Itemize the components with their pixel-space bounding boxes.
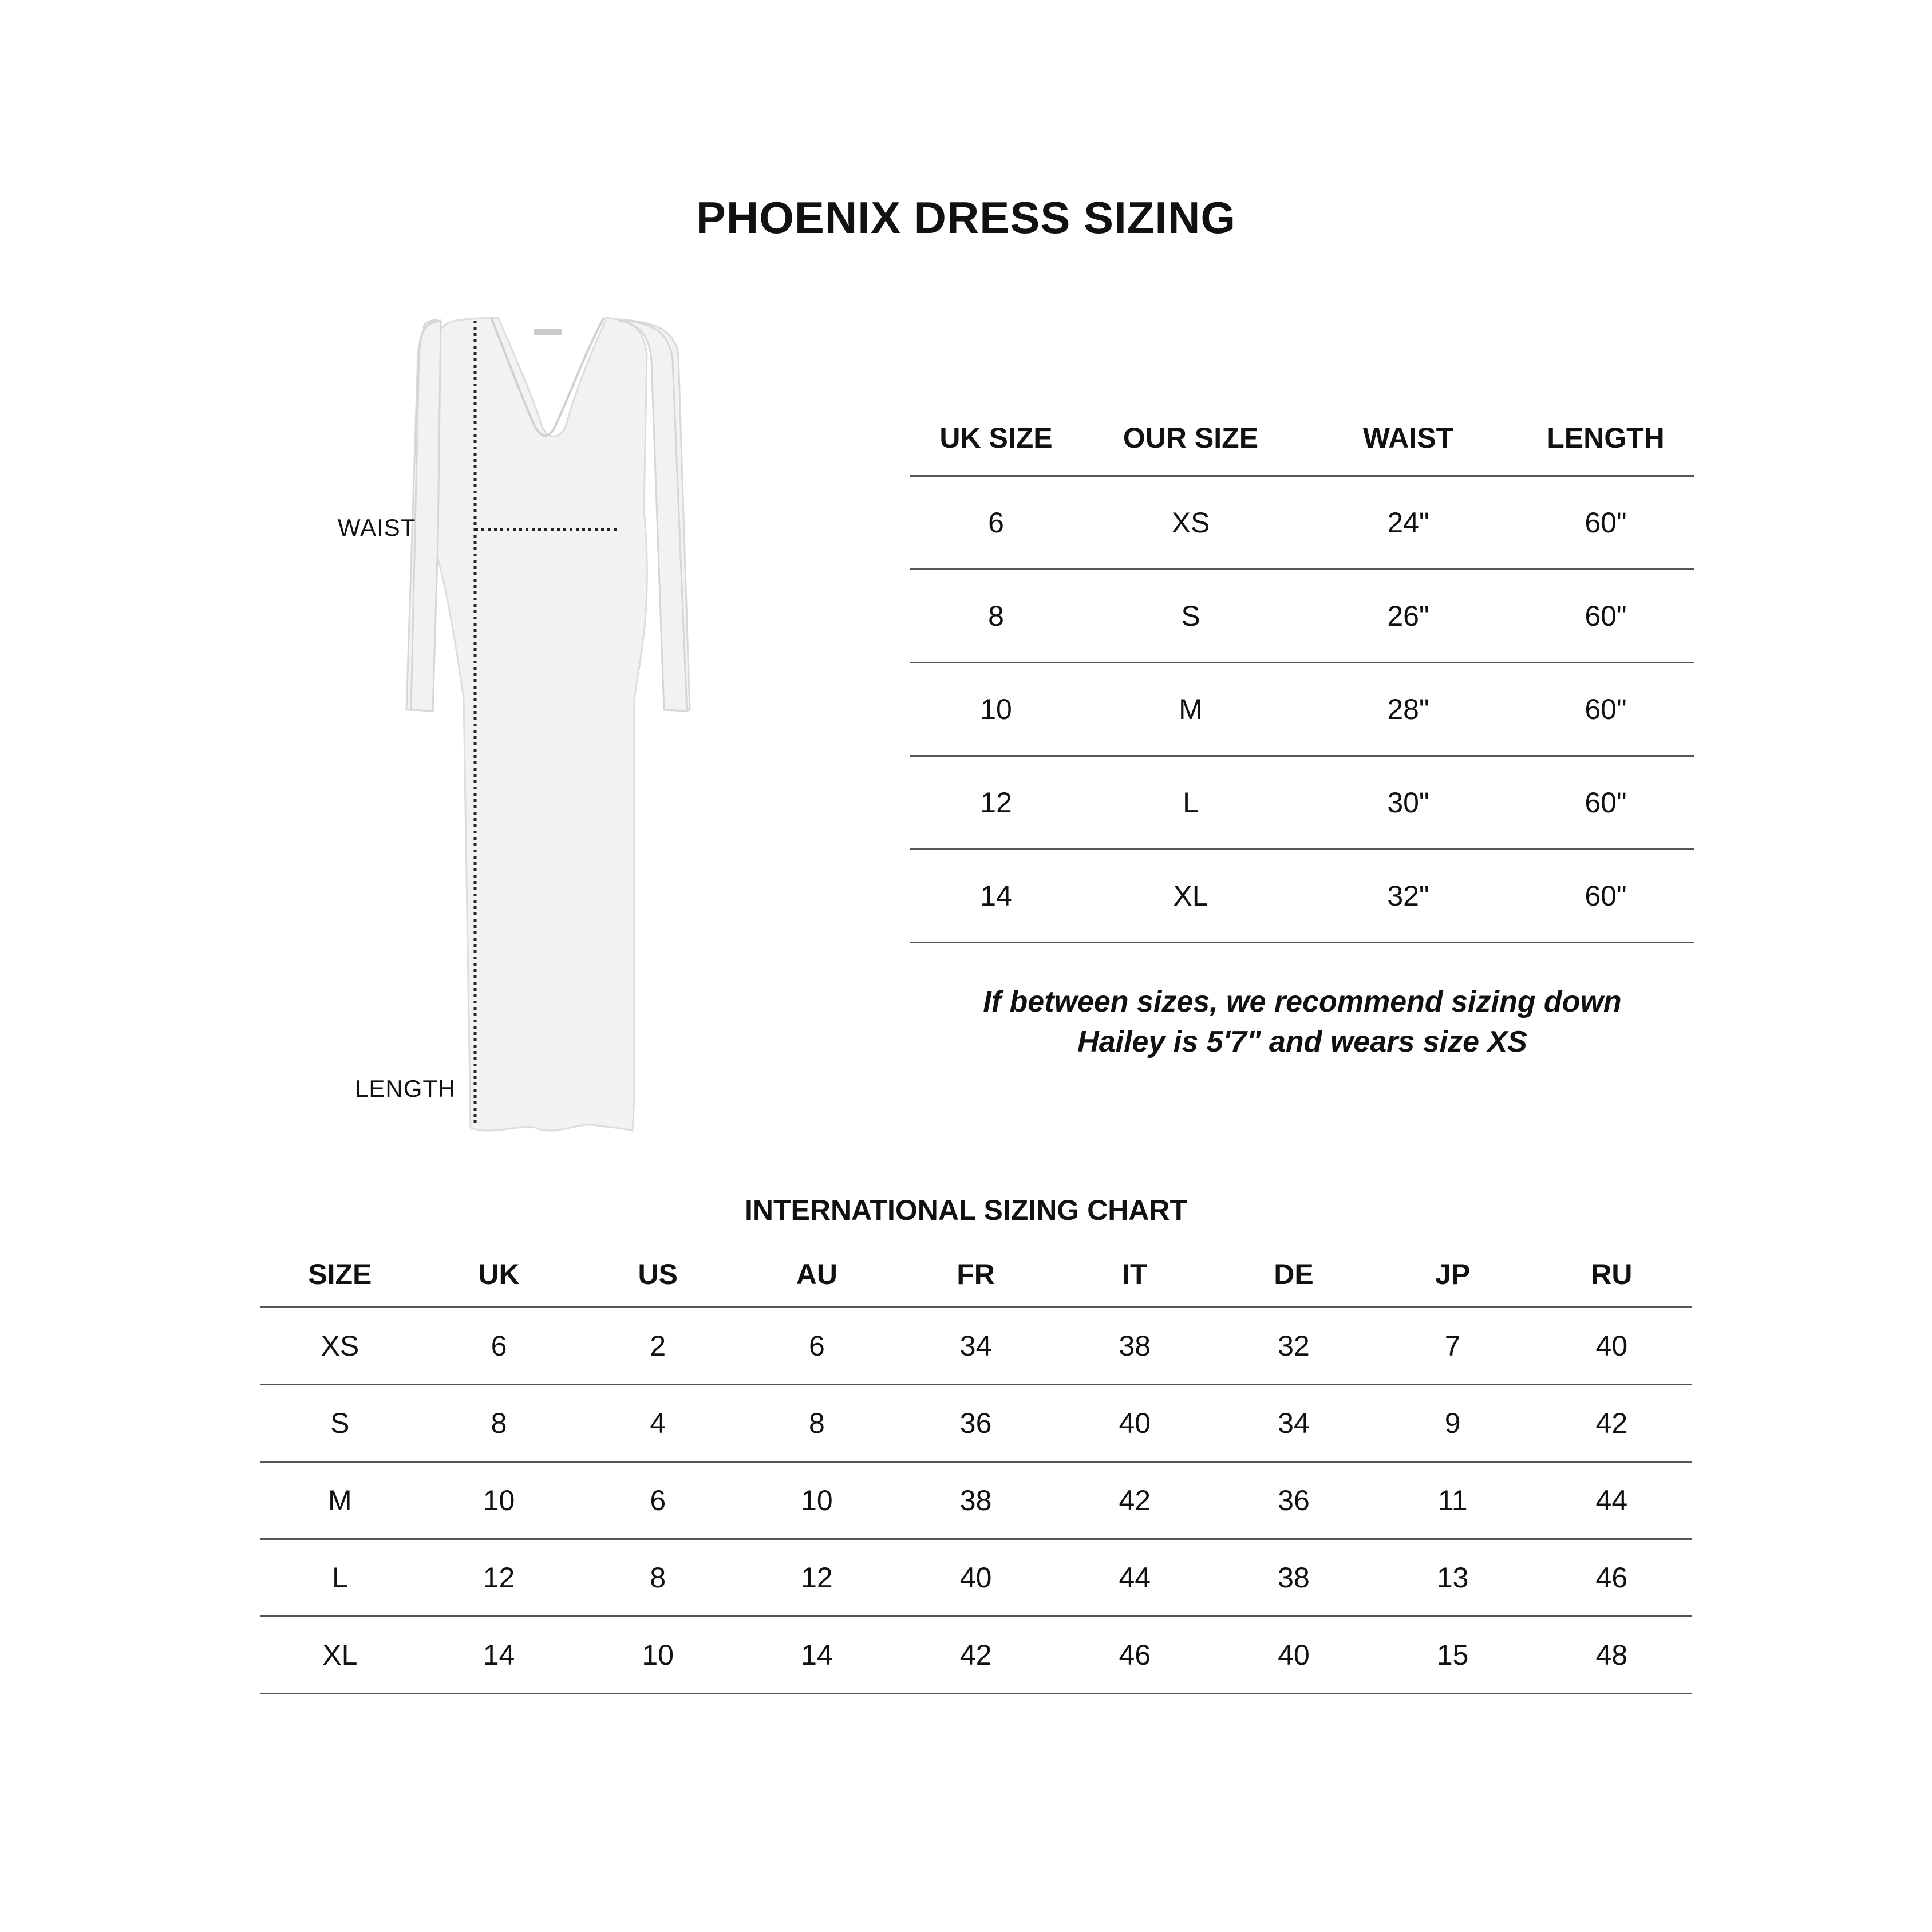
header-ru: RU <box>1591 1258 1633 1290</box>
table-cell: M <box>1179 693 1203 725</box>
table-cell: 40 <box>1119 1407 1151 1439</box>
table-cell: 28" <box>1387 693 1429 725</box>
table-cell: 6 <box>650 1484 666 1516</box>
dress-body <box>432 318 647 1131</box>
size-table-header <box>910 401 1694 477</box>
table-cell: 60" <box>1585 787 1627 819</box>
table-cell: L <box>331 1562 348 1594</box>
table-cell: 14 <box>980 880 1012 912</box>
table-cell: 12 <box>980 787 1012 819</box>
waist-label: WAIST <box>338 514 416 541</box>
model-note: Hailey is 5'7" and wears size XS <box>1077 1025 1527 1058</box>
table-cell: 48 <box>1595 1639 1628 1671</box>
size-table <box>910 401 1694 943</box>
table-cell: 15 <box>1436 1639 1469 1671</box>
dress-illustration <box>321 309 710 1139</box>
length-label: LENGTH <box>355 1075 456 1102</box>
header-uk: UK <box>478 1258 520 1290</box>
international-table-header <box>260 1242 1692 1308</box>
table-row <box>260 1385 1692 1463</box>
table-row <box>910 850 1694 943</box>
sizing-note: If between sizes, we recommend sizing down <box>983 985 1622 1018</box>
international-chart-title: INTERNATIONAL SIZING CHART <box>744 1194 1188 1226</box>
table-cell: 2 <box>650 1330 666 1362</box>
table-cell: 10 <box>483 1484 515 1516</box>
table-cell: 6 <box>809 1330 825 1362</box>
header-uk-size: UK SIZE <box>939 422 1053 454</box>
header-it: IT <box>1122 1258 1148 1290</box>
table-cell: 42 <box>959 1639 992 1671</box>
table-cell: 13 <box>1436 1562 1469 1594</box>
table-cell: 42 <box>1595 1407 1628 1439</box>
table-cell: 60" <box>1585 693 1627 725</box>
header-size: SIZE <box>308 1258 372 1290</box>
table-cell: 8 <box>988 600 1004 632</box>
header-fr: FR <box>957 1258 995 1290</box>
table-cell: 10 <box>642 1639 674 1671</box>
table-cell: 24" <box>1387 507 1429 539</box>
table-row <box>260 1617 1692 1694</box>
table-cell: 38 <box>959 1484 992 1516</box>
table-cell: S <box>330 1407 350 1439</box>
table-row <box>910 477 1694 570</box>
table-cell: 46 <box>1595 1562 1628 1594</box>
table-cell: 44 <box>1595 1484 1628 1516</box>
table-cell: 46 <box>1119 1639 1151 1671</box>
header-jp: JP <box>1435 1258 1471 1290</box>
table-cell: 9 <box>1444 1407 1461 1439</box>
page-title: PHOENIX DRESS SIZING <box>696 192 1236 243</box>
table-row <box>260 1463 1692 1540</box>
table-cell: 7 <box>1444 1330 1461 1362</box>
table-cell: 10 <box>980 693 1012 725</box>
table-cell: 12 <box>483 1562 515 1594</box>
table-cell: 40 <box>959 1562 992 1594</box>
table-cell: 32" <box>1387 880 1429 912</box>
table-cell: 30" <box>1387 787 1429 819</box>
table-cell: 60" <box>1585 600 1627 632</box>
table-cell: 60" <box>1585 880 1627 912</box>
table-cell: 14 <box>483 1639 515 1671</box>
header-our-size: OUR SIZE <box>1123 422 1259 454</box>
table-cell: 8 <box>491 1407 507 1439</box>
table-cell: XL <box>322 1639 358 1671</box>
table-cell: 32 <box>1278 1330 1310 1362</box>
header-au: AU <box>796 1258 838 1290</box>
table-cell: 60" <box>1585 507 1627 539</box>
table-cell: XL <box>1173 880 1208 912</box>
table-cell: XS <box>1171 507 1210 539</box>
table-cell: L <box>1183 787 1199 819</box>
table-cell: 6 <box>988 507 1004 539</box>
table-cell: 42 <box>1119 1484 1151 1516</box>
table-cell: 40 <box>1595 1330 1628 1362</box>
header-waist: WAIST <box>1362 422 1454 454</box>
header-de: DE <box>1274 1258 1314 1290</box>
table-cell: XS <box>321 1330 359 1362</box>
header-us: US <box>638 1258 678 1290</box>
dress-diagram <box>321 309 710 1139</box>
table-cell: 14 <box>801 1639 833 1671</box>
table-cell: 38 <box>1119 1330 1151 1362</box>
table-row <box>910 570 1694 663</box>
table-cell: M <box>328 1484 352 1516</box>
table-cell: 36 <box>1278 1484 1310 1516</box>
table-cell: 34 <box>959 1330 992 1362</box>
table-cell: 6 <box>491 1330 507 1362</box>
table-cell: 11 <box>1437 1484 1468 1516</box>
table-cell: 36 <box>959 1407 992 1439</box>
brand-tag <box>534 329 562 335</box>
table-cell: 8 <box>809 1407 825 1439</box>
table-cell: 40 <box>1278 1639 1310 1671</box>
table-cell: 34 <box>1278 1407 1310 1439</box>
table-row <box>910 757 1694 850</box>
table-cell: S <box>1181 600 1200 632</box>
table-row <box>260 1540 1692 1617</box>
header-length: LENGTH <box>1547 422 1665 454</box>
international-table <box>260 1242 1692 1694</box>
table-row <box>260 1308 1692 1385</box>
table-row <box>910 663 1694 757</box>
table-cell: 38 <box>1278 1562 1310 1594</box>
table-cell: 12 <box>801 1562 833 1594</box>
table-cell: 10 <box>801 1484 833 1516</box>
table-cell: 26" <box>1387 600 1429 632</box>
table-cell: 44 <box>1119 1562 1151 1594</box>
table-cell: 4 <box>650 1407 666 1439</box>
table-cell: 8 <box>650 1562 666 1594</box>
